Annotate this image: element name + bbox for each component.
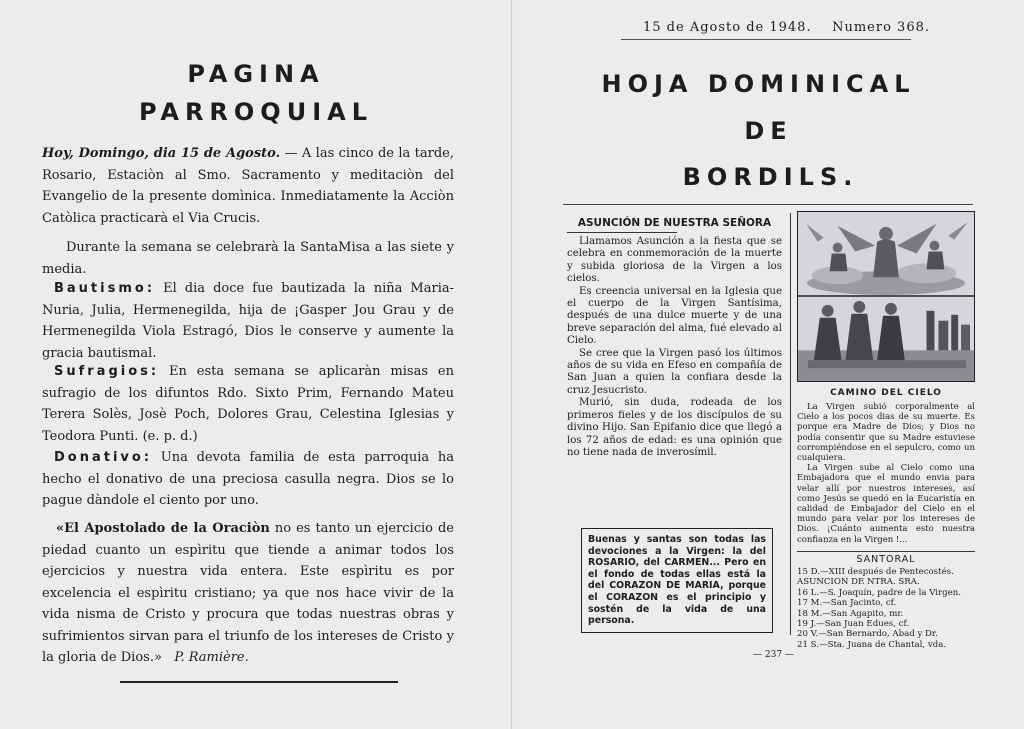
- devotion-box: Buenas y santas son todas las devociones a la Virgen: la del ROSARIO, del CARMEN... Pero en el fondo de todas ellas está la del CORAZON DE MARIA, porque el CORAZON es el principio y sostén de la vida de una persona.: [581, 528, 773, 633]
- article-paragraph: Murió, sin duda, rodeada de los primeros fieles y de los discípulos de su divino Hijo. San Epifanio dice que llegó a los 72 años de edad: es una opinión que no tiene nada de inverosímil.: [567, 397, 782, 458]
- donativo-heading: Donativo:: [54, 450, 153, 465]
- right-page: [513, 0, 1024, 729]
- left-bottom-rule: [120, 681, 398, 683]
- article-paragraph: Es creencia universal en la Iglesia que el cuerpo de la Virgen Santísima, después de una dulce muerte y de una breve separación del alma, fué elevado al Cielo.: [567, 285, 782, 347]
- santoral-entry: 16 L.—S. Joaquín, padre de la Virgen.: [797, 587, 962, 598]
- donativo-paragraph: [42, 447, 454, 512]
- column-divider: [790, 213, 791, 635]
- sufragios-heading: Sufragios:: [54, 364, 160, 379]
- donativo-text: Una devota familia de esta parroquia ha hecho el donativo de una preciosa casulla negra. Dios se lo pague dàndole el ciento por uno.: [42, 450, 454, 508]
- title-rule: [563, 204, 973, 205]
- left-title-line1: PAGINA: [187, 60, 325, 88]
- sufragios-paragraph: [42, 361, 454, 447]
- article-paragraph: Llamamos Asunción a la fiesta que se celebra en conmemoración de la muerte y subida gloriosa de la Virgen a los cielos.: [567, 236, 782, 285]
- header-date: 15 de Agosto de 1948.: [643, 20, 812, 35]
- caption-body: [797, 402, 975, 545]
- intro-paragraph: [42, 143, 454, 229]
- header-number: Numero 368.: [832, 20, 930, 35]
- santoral-entry: 20 V.—San Bernardo, Abad y Dr.: [797, 629, 938, 640]
- article-paragraph: Se cree que la Virgen pasó los últimos años de su vida en Efeso en compañía de San Juan a quien la confiara desde la cruz Jesucristo.: [567, 347, 782, 396]
- left-title-line2: PARROQUIAL: [138, 98, 373, 126]
- santoral-rule: [797, 551, 975, 552]
- bautismo-text: El dia doce fue bautizada la niña Maria-Nuria, Julia, Hermenegilda, hija de ¡Gasper Jou Grau y de Hermenegilda Viola Estragó, Dios le conserve y aumente la gracia bautismal.: [42, 281, 454, 361]
- bautismo-paragraph: [42, 278, 454, 364]
- santoral-section: [797, 554, 975, 650]
- right-title-line3: BORDILS.: [682, 163, 859, 191]
- header-rule: [621, 39, 911, 40]
- right-title-line2: DE: [744, 117, 793, 145]
- santoral-entry: 18 M.—San Agapito, mr.: [797, 608, 904, 619]
- santoral-entry: 19 J.—San Juan Edues, cf.: [797, 619, 910, 630]
- assumption-illustration: [797, 211, 975, 382]
- santoral-entry: 17 M.—San Jacinto, cf.: [797, 598, 897, 609]
- caption-paragraph: La Virgen subió corporalmente al Cielo a los pocos dias de su muerte. Es porque era Madre de Dios; y Dios no podía consentir que su Madre estuviese corrompiéndose en el sepulcro, como un cualquiera.: [797, 402, 975, 464]
- apostolado-lead: «El Apostolado de la Oraciòn: [56, 521, 270, 536]
- sufragios-text: En esta semana se aplicaràn misas en sufragio de los difuntos Rdo. Sixto Prim, Fernando Mateu Terera Solès, Josè Poch, Dolores Grau, Celestina Iglesias y Teodora Punti. (e. p. d.): [42, 364, 454, 444]
- intro-text: — A las cinco de la tarde, Rosario, Estaciòn al Smo. Sacramento y meditaciòn del Evangelio de la presente domìnica. Inmediatamente la Acciòn Catòlica practicarà el Via Crucis.: [42, 146, 454, 226]
- page-number: — 237 —: [753, 650, 794, 660]
- assumption-engraving: [798, 212, 974, 381]
- apostolado-author: P. Ramière.: [174, 650, 249, 665]
- apostolado-paragraph: [42, 518, 454, 669]
- semana-paragraph: Durante la semana se celebrarà la SantaMisa a las siete y media.: [42, 240, 454, 277]
- santoral-entry: ASUNCION DE NTRA. SRA.: [797, 577, 920, 588]
- intro-lead: Hoy, Domingo, dia 15 de Agosto.: [42, 146, 281, 161]
- article-column: [567, 213, 782, 459]
- right-title-line1: HOJA DOMINICAL: [601, 70, 916, 98]
- apostolado-text: no es tanto un ejercicio de piedad cuanto un espìritu que tiende a animar todos los ejercicios y nuestra vida entera. Este espìritu es por excelencia el espìritu cristiano; ya que nos hace vivir de la vida nisma de Cristo y procura que todas nuestras obras y sufrimientos sirvan para el triunfo de los intereses de Cristo y la gloria de Dios.»: [42, 521, 454, 665]
- caption-paragraph: La Virgen sube al Cielo como una Embajadora que el mundo envia para velar allí por nuestros intereses, así como Jesús se quedó en la Eucaristía en calidad de Embajador del Cielo en el mundo para velar por los intereses de Dios. ¡Cuánto aumenta esto nuestra confianza en la Virgen !...: [797, 463, 975, 545]
- article-title: ASUNCIÓN DE NUESTRA SEÑORA: [577, 217, 772, 229]
- article-title-rule: [567, 232, 677, 233]
- bautismo-heading: Bautismo:: [54, 281, 156, 296]
- header-line: [643, 20, 930, 35]
- santoral-title: SANTORAL: [856, 554, 916, 565]
- santoral-entry: 21 S.—Sta. Juana de Chantal, vda.: [797, 639, 947, 650]
- santoral-entry: 15 D.—XIII después de Pentecostés.: [797, 567, 954, 577]
- caption-title: CAMINO DEL CIELO: [830, 388, 942, 398]
